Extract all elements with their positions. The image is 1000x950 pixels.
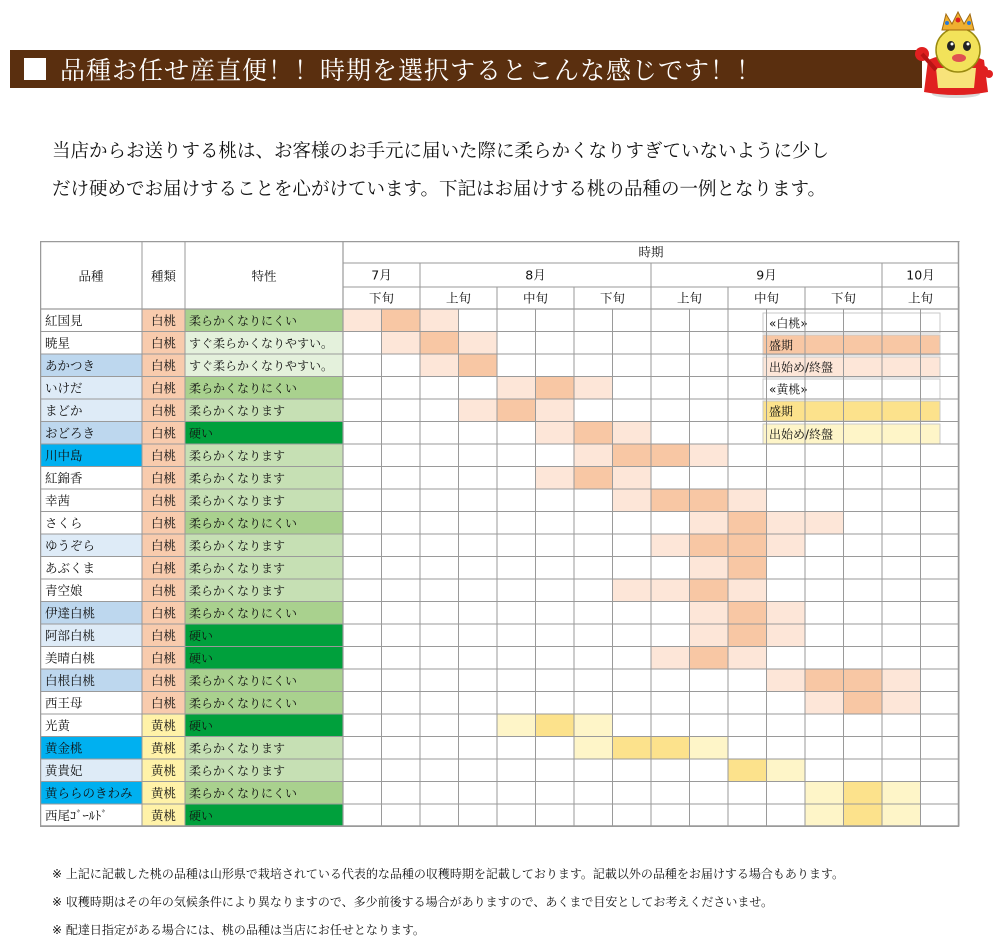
harvest-period-cell (536, 467, 575, 490)
harvest-period-cell (536, 399, 575, 422)
harvest-period-cell (420, 332, 459, 355)
intro-text (52, 133, 952, 209)
ten-day-label: 上旬 (445, 290, 472, 306)
month-label: 7月 (371, 267, 392, 283)
harvest-period-cell (574, 737, 613, 760)
harvest-period-cell (343, 309, 382, 332)
variety-name: おどろき (45, 425, 96, 441)
variety-type: 白桃 (150, 605, 177, 621)
variety-type: 黄桃 (150, 717, 177, 733)
harvest-period-cell (882, 692, 921, 715)
square-bullet-icon (24, 58, 46, 80)
variety-type: 白桃 (150, 537, 177, 553)
harvest-period-cell (728, 557, 767, 580)
variety-name: 幸茜 (45, 492, 71, 508)
variety-trait: 硬い (189, 628, 214, 643)
variety-trait: 柔らかくなります (189, 561, 286, 576)
harvest-period-cell (574, 377, 613, 400)
intro-line-1: 当店からお送りする桃は、お客様のお手元に届いた際に柔らかくなりすぎていないように少し (52, 141, 830, 162)
variety-name: 美晴白桃 (45, 650, 96, 666)
footnotes (52, 860, 844, 944)
variety-name: 光黄 (45, 717, 71, 733)
harvest-period-cell (805, 782, 844, 805)
harvest-period-cell (882, 669, 921, 692)
harvest-period-cell (690, 624, 729, 647)
harvest-period-cell (690, 579, 729, 602)
harvest-period-cell (767, 669, 806, 692)
variety-name: あかつき (45, 357, 96, 373)
variety-type: 黄桃 (150, 785, 177, 801)
variety-type: 白桃 (150, 582, 177, 598)
variety-type: 白桃 (150, 492, 177, 508)
legend-white-peak: 盛期 (769, 338, 794, 353)
harvest-period-cell (728, 759, 767, 782)
harvest-period-cell (651, 737, 690, 760)
variety-trait: 硬い (189, 808, 214, 823)
harvest-calendar-table (40, 241, 960, 831)
legend-white-edge: 出始め/終盤 (769, 360, 834, 375)
harvest-period-cell (690, 512, 729, 535)
ten-day-label: 下旬 (368, 290, 395, 306)
variety-name: あぶくま (45, 560, 96, 576)
harvest-period-cell (805, 692, 844, 715)
harvest-period-cell (651, 534, 690, 557)
harvest-period-cell (459, 332, 498, 355)
harvest-period-cell (844, 782, 883, 805)
harvest-period-cell (767, 602, 806, 625)
variety-type: 白桃 (150, 672, 177, 688)
variety-name: 紅国見 (45, 312, 83, 328)
variety-name: 黄貴妃 (45, 762, 83, 778)
variety-name: いけだ (45, 380, 83, 396)
harvest-period-cell (613, 489, 652, 512)
variety-name: 青空娘 (45, 582, 83, 598)
harvest-period-cell (728, 624, 767, 647)
harvest-period-cell (728, 534, 767, 557)
harvest-period-cell (690, 737, 729, 760)
harvest-period-cell (497, 399, 536, 422)
harvest-period-cell (497, 377, 536, 400)
harvest-period-cell (651, 489, 690, 512)
harvest-period-cell (536, 422, 575, 445)
harvest-period-cell (574, 714, 613, 737)
harvest-period-cell (805, 804, 844, 827)
harvest-period-cell (651, 647, 690, 670)
variety-trait: 柔らかくなります (189, 471, 286, 486)
variety-trait: 柔らかくなります (189, 403, 286, 418)
harvest-period-cell (728, 602, 767, 625)
variety-trait: 柔らかくなりにくい (189, 696, 298, 711)
harvest-period-cell (651, 444, 690, 467)
variety-trait: 柔らかくなりにくい (189, 606, 298, 621)
variety-type: 黄桃 (150, 807, 177, 823)
variety-type: 白桃 (150, 335, 177, 351)
variety-name: 黄ららのきわみ (45, 785, 133, 801)
harvest-period-cell (767, 759, 806, 782)
harvest-period-cell (382, 332, 421, 355)
variety-type: 白桃 (150, 515, 177, 531)
harvest-period-cell (690, 534, 729, 557)
legend-white-header: «白桃» (769, 316, 808, 331)
period-header: 時期 (638, 244, 664, 260)
harvest-period-cell (651, 579, 690, 602)
variety-name: 紅錦香 (45, 470, 83, 486)
month-label: 9月 (756, 267, 777, 283)
harvest-period-cell (844, 804, 883, 827)
harvest-period-cell (728, 489, 767, 512)
harvest-period-cell (690, 557, 729, 580)
variety-trait: 柔らかくなります (189, 448, 286, 463)
harvest-period-cell (690, 489, 729, 512)
title-banner (10, 50, 922, 88)
variety-name: 黄金桃 (45, 740, 83, 756)
harvest-period-cell (728, 647, 767, 670)
ten-day-label: 上旬 (907, 290, 934, 306)
harvest-period-cell (536, 377, 575, 400)
footnote-3: ※ 配達日指定がある場合には、桃の品種は当店にお任せとなります。 (52, 923, 425, 937)
legend-yellow-header: «黄桃» (769, 382, 808, 397)
variety-trait: 柔らかくなりにくい (189, 786, 298, 801)
harvest-period-cell (420, 354, 459, 377)
harvest-period-cell (767, 534, 806, 557)
harvest-period-cell (805, 512, 844, 535)
trait-header: 特性 (251, 268, 277, 284)
month-label: 8月 (525, 267, 546, 283)
variety-header: 品種 (78, 268, 104, 284)
harvest-period-cell (459, 399, 498, 422)
variety-trait: 柔らかくなりにくい (189, 313, 298, 328)
footnote-1: ※ 上記に記載した桃の品種は山形県で栽培されている代表的な品種の収穫時期を記載しております。記載以外の品種をお届けする場合もあります。 (52, 867, 844, 881)
variety-trait: 柔らかくなります (189, 538, 286, 553)
ten-day-label: 上旬 (676, 290, 703, 306)
harvest-period-cell (382, 309, 421, 332)
variety-trait: 柔らかくなりにくい (189, 516, 298, 531)
variety-type: 白桃 (150, 470, 177, 486)
variety-type: 黄桃 (150, 762, 177, 778)
harvest-period-cell (690, 602, 729, 625)
harvest-period-cell (844, 669, 883, 692)
variety-trait: 柔らかくなります (189, 741, 286, 756)
variety-trait: 柔らかくなります (189, 583, 286, 598)
month-label: 10月 (906, 267, 935, 283)
variety-type: 白桃 (150, 627, 177, 643)
legend-yellow-edge: 出始め/終盤 (769, 427, 834, 442)
harvest-period-cell (844, 692, 883, 715)
variety-name: まどか (45, 402, 83, 418)
page-title: 品種お任せ産直便！！時期を選択するとこんな感じです！！ (60, 56, 763, 85)
variety-trait: 柔らかくなります (189, 763, 286, 778)
variety-name: 西尾ｺﾞｰﾙﾄﾞ (45, 807, 108, 823)
harvest-period-cell (767, 512, 806, 535)
variety-type: 白桃 (150, 380, 177, 396)
variety-name: 阿部白桃 (45, 627, 96, 643)
harvest-period-cell (805, 669, 844, 692)
harvest-period-cell (420, 309, 459, 332)
harvest-period-cell (690, 444, 729, 467)
variety-type: 白桃 (150, 560, 177, 576)
harvest-period-cell (728, 512, 767, 535)
footnote-2: ※ 収穫時期はその年の気候条件により異なりますので、多少前後する場合がありますので、あくまで目安としてお考えくださいませ。 (52, 895, 774, 909)
variety-type: 黄桃 (150, 740, 177, 756)
variety-name: さくら (45, 515, 83, 531)
ten-day-label: 中旬 (522, 290, 549, 306)
harvest-period-cell (882, 804, 921, 827)
variety-name: 暁星 (45, 335, 71, 351)
variety-name: 白根白桃 (45, 672, 96, 688)
ten-day-label: 下旬 (599, 290, 626, 306)
variety-type: 白桃 (150, 312, 177, 328)
harvest-period-cell (613, 579, 652, 602)
variety-trait: 柔らかくなりにくい (189, 381, 298, 396)
harvest-period-cell (613, 422, 652, 445)
harvest-period-cell (497, 714, 536, 737)
variety-name: 伊達白桃 (45, 605, 96, 621)
peach-king-mascot-icon (914, 8, 998, 100)
harvest-period-cell (767, 624, 806, 647)
variety-trait: 硬い (189, 426, 214, 441)
harvest-calendar-grid (40, 241, 960, 831)
variety-trait: すぐ柔らかくなりやすい。 (189, 336, 334, 351)
variety-type: 白桃 (150, 357, 177, 373)
type-header: 種類 (150, 268, 177, 284)
harvest-period-cell (882, 782, 921, 805)
harvest-period-cell (728, 579, 767, 602)
variety-name: 川中島 (45, 447, 83, 463)
variety-name: 西王母 (45, 695, 83, 711)
variety-trait: すぐ柔らかくなりやすい。 (189, 358, 334, 373)
harvest-period-cell (613, 444, 652, 467)
harvest-period-cell (536, 714, 575, 737)
intro-line-2: だけ硬めでお届けすることを心がけています。下記はお届けする桃の品種の一例となります。 (52, 179, 827, 200)
variety-type: 白桃 (150, 402, 177, 418)
ten-day-label: 下旬 (830, 290, 857, 306)
harvest-period-cell (574, 467, 613, 490)
harvest-period-cell (613, 737, 652, 760)
ten-day-label: 中旬 (753, 290, 780, 306)
variety-type: 白桃 (150, 695, 177, 711)
variety-trait: 柔らかくなります (189, 493, 286, 508)
harvest-period-cell (690, 647, 729, 670)
variety-type: 白桃 (150, 650, 177, 666)
harvest-period-cell (613, 467, 652, 490)
legend-yellow-peak: 盛期 (769, 404, 794, 419)
variety-trait: 柔らかくなりにくい (189, 673, 298, 688)
harvest-period-cell (459, 354, 498, 377)
variety-trait: 硬い (189, 651, 214, 666)
harvest-period-cell (574, 444, 613, 467)
variety-name: ゆうぞら (45, 537, 96, 553)
variety-type: 白桃 (150, 425, 177, 441)
harvest-period-cell (574, 422, 613, 445)
variety-type: 白桃 (150, 447, 177, 463)
variety-trait: 硬い (189, 718, 214, 733)
